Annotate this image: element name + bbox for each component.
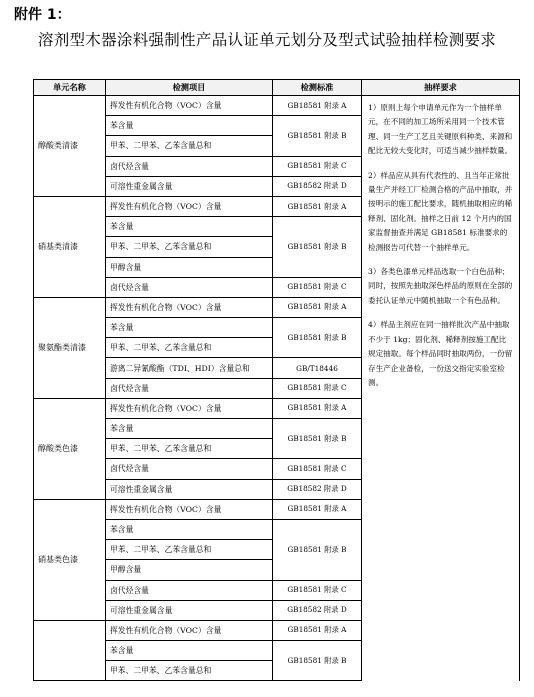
test-standard: GB18582 附录 D — [273, 600, 362, 620]
document-title: 溶剂型木器涂料强制性产品认证单元划分及型式试验抽样检测要求 — [37, 31, 497, 49]
unit-name: 聚氨酯类清漆 — [34, 297, 106, 398]
test-standard: GB18581 附录 A — [273, 398, 362, 418]
table-header-row — [34, 80, 520, 96]
test-item: 苯含量 — [106, 318, 273, 338]
test-item: 可溶性重金属含量 — [106, 176, 273, 196]
test-item: 挥发性有机化合物（VOC）含量 — [106, 96, 273, 116]
test-item: 卤代烃含量 — [106, 277, 273, 297]
test-item: 可溶性重金属含量 — [106, 479, 273, 499]
test-standard: GB18582 附录 D — [273, 479, 362, 499]
test-item: 甲苯、二甲苯、乙苯含量总和 — [106, 439, 273, 459]
column-header-unit: 单元名称 — [34, 80, 106, 96]
test-standard: GB18581 附录 B — [273, 519, 362, 580]
unit-name: 硝基类清漆 — [34, 196, 106, 297]
test-item: 可溶性重金属含量 — [106, 600, 273, 620]
test-item: 挥发性有机化合物（VOC）含量 — [106, 297, 273, 317]
unit-name: 醇酸类清漆 — [34, 96, 106, 197]
requirement-item: 3）各类色漆单元样品选取一个白色品种；同时，按照先抽取深色样品的原则在全部的委托认证单元中随机抽取一个有色品种。 — [368, 267, 513, 305]
test-item: 苯含量 — [106, 641, 273, 661]
test-item: 挥发性有机化合物（VOC）含量 — [106, 620, 273, 640]
test-standard: GB18581 附录 A — [273, 196, 362, 216]
test-item: 挥发性有机化合物（VOC）含量 — [106, 196, 273, 216]
test-item: 甲苯、二甲苯、乙苯含量总和 — [106, 237, 273, 257]
test-standard: GB18581 附录 C — [273, 378, 362, 398]
unit-name — [34, 620, 106, 681]
test-item: 游离二异氰酸酯（TDI、HDI）含量总和 — [106, 358, 273, 378]
test-item: 卤代烃含量 — [106, 459, 273, 479]
test-standard: GB18581 附录 B — [273, 116, 362, 156]
test-item: 甲苯、二甲苯、乙苯含量总和 — [106, 338, 273, 358]
test-standard: GB18581 附录 B — [273, 217, 362, 278]
table-row — [34, 96, 520, 116]
requirement-item: 1）原则上每个申请单元作为一个抽样单元，在不同的加工场所采用同一个技术管理、同一生产工艺且关键原料种类、来源和配比无较大变化时，可适当减少抽样数量。 — [368, 103, 513, 156]
test-standard: GB18581 附录 B — [273, 419, 362, 459]
test-standard: GB18581 附录 C — [273, 580, 362, 600]
unit-name: 醇酸类色漆 — [34, 398, 106, 499]
unit-name: 硝基类色漆 — [34, 499, 106, 620]
test-standard: GB18581 附录 A — [273, 620, 362, 640]
requirement-item: 2）样品应从具有代表性的、且当年正常批量生产并经工厂检测合格的产品中抽取，并按明示的施工配比要求，随机抽取相应的稀释剂、固化剂。抽样之日前 12 个月内的国家监督抽查并满足 GB18581 标准要求的检测报告可代替一个抽样单元。 — [368, 170, 513, 252]
test-item: 挥发性有机化合物（VOC）含量 — [106, 398, 273, 418]
column-header-requirement: 抽样要求 — [362, 80, 520, 96]
attachment-label: 附件 1： — [14, 7, 71, 23]
test-standard: GB18581 附录 B — [273, 641, 362, 681]
test-standard: GB18581 附录 B — [273, 318, 362, 358]
test-item: 苯含量 — [106, 519, 273, 539]
test-item: 苯含量 — [106, 419, 273, 439]
test-item: 甲醇含量 — [106, 560, 273, 580]
test-item: 甲苯、二甲苯、乙苯含量总和 — [106, 661, 273, 681]
test-item: 卤代烃含量 — [106, 580, 273, 600]
test-item: 苯含量 — [106, 116, 273, 136]
test-standard: GB18581 附录 C — [273, 277, 362, 297]
test-item: 甲苯、二甲苯、乙苯含量总和 — [106, 136, 273, 156]
test-item: 挥发性有机化合物（VOC）含量 — [106, 499, 273, 519]
column-header-item: 检测项目 — [106, 80, 273, 96]
test-item: 卤代烃含量 — [106, 378, 273, 398]
test-standard: GB18581 附录 C — [273, 156, 362, 176]
test-standard: GB18581 附录 A — [273, 96, 362, 116]
test-item: 甲醇含量 — [106, 257, 273, 277]
test-item: 苯含量 — [106, 217, 273, 237]
test-standard: GB18581 附录 A — [273, 297, 362, 317]
test-item: 卤代烃含量 — [106, 156, 273, 176]
column-header-standard: 检测标准 — [273, 80, 362, 96]
sampling-requirements-table — [33, 79, 520, 681]
test-standard: GB18582 附录 D — [273, 176, 362, 196]
test-standard: GB18581 附录 C — [273, 459, 362, 479]
requirement-item: 4）样品主剂应在同一抽样批次产品中抽取不少于 1kg；固化剂、稀释剂按施工配比规定抽取。每个样品同时抽取两份，一份留存生产企业备检，一份送交指定实验室检测。 — [368, 320, 513, 387]
test-standard: GB18581 附录 A — [273, 499, 362, 519]
test-standard: GB/T18446 — [273, 358, 362, 378]
sampling-requirements-cell — [362, 96, 520, 681]
test-item: 甲苯、二甲苯、乙苯含量总和 — [106, 540, 273, 560]
